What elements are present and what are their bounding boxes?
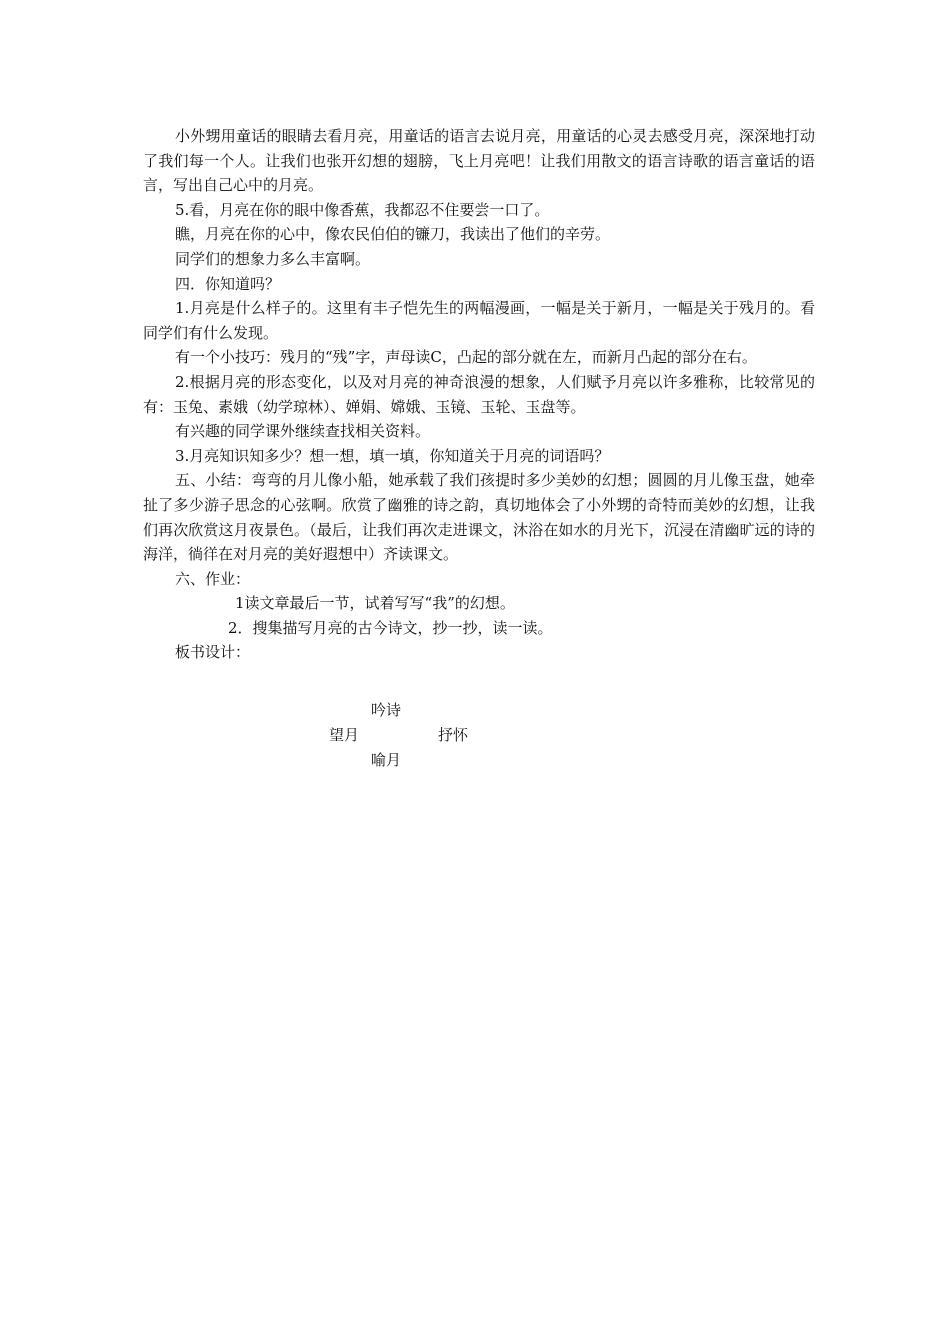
paragraph-tip: 有一个小技巧：残月的“残”字，声母读C，凸起的部分就在左，而新月凸起的部分在右。: [175, 348, 757, 367]
paragraph-moon-words: 3.月亮知识知多少？想一想，填一填，你知道关于月亮的词语吗？: [175, 446, 610, 465]
board-left-word: 望月: [329, 726, 360, 744]
paragraph-moon-names: 2.根据月亮的形态变化，以及对月亮的神奇浪漫的想象，人们赋予月亮以许多雅称，比较常见的有：玉兔、素娥（幼学琼林）、婵娟、嫦娥、玉镜、玉轮、玉盘等。: [143, 372, 815, 416]
board-top-word: 吟诗: [371, 701, 402, 719]
paragraph-example-sickle: 瞧，月亮在你的心中，像农民伯伯的镰刀，我读出了他们的辛劳。: [175, 225, 611, 244]
section-heading-board: 板书设计：: [175, 643, 251, 662]
paragraph-intro: 小外甥用童话的眼睛去看月亮，用童话的语言去说月亮，用童话的心灵去感受月亮，深深地打动了我们每一个人。让我们也张开幻想的翅膀，飞上月亮吧！让我们用散文的语言诗歌的语言童话的语言，写出自己心中的月亮。: [143, 127, 815, 195]
section-heading-4: 四．你知道吗？: [175, 274, 281, 293]
homework-item-1: 1读文章最后一节，试着写写“我”的幻想。: [235, 594, 515, 613]
paragraph-extra-reading: 有兴趣的同学课外继续查找相关资料。: [175, 422, 431, 441]
section-heading-homework: 六、作业：: [175, 569, 251, 588]
board-bottom-word: 喻月: [371, 751, 402, 769]
paragraph-moon-shape: 1.月亮是什么样子的。这里有丰子恺先生的两幅漫画，一幅是关于新月，一幅是关于残月的。看同学们有什么发现。: [143, 299, 815, 342]
paragraph-imagination: 同学们的想象力多么丰富啊。: [175, 249, 371, 268]
paragraph-summary: 五、小结：弯弯的月儿像小船，她承载了我们孩提时多少美妙的幻想；圆圆的月儿像玉盘，她牵扯了多少游子思念的心弦啊。欣赏了幽雅的诗之韵，真切地体会了小外甥的奇特而美妙的幻想，让我们再次欣赏这月夜景色。（最后，让我们再次走进课文，沐浴在如水的月光下，沉浸在清幽旷远的诗的海洋，徜徉在对月亮的美好遐想中）齐读课文。: [143, 471, 815, 564]
homework-item-2: 2．搜集描写月亮的古今诗文，抄一抄，读一读。: [228, 618, 553, 637]
body-text: [143, 124, 815, 665]
board-right-word: 抒怀: [438, 726, 469, 744]
paragraph-example-banana: 5.看，月亮在你的眼中像香蕉，我都忍不住要尝一口了。: [175, 200, 550, 219]
